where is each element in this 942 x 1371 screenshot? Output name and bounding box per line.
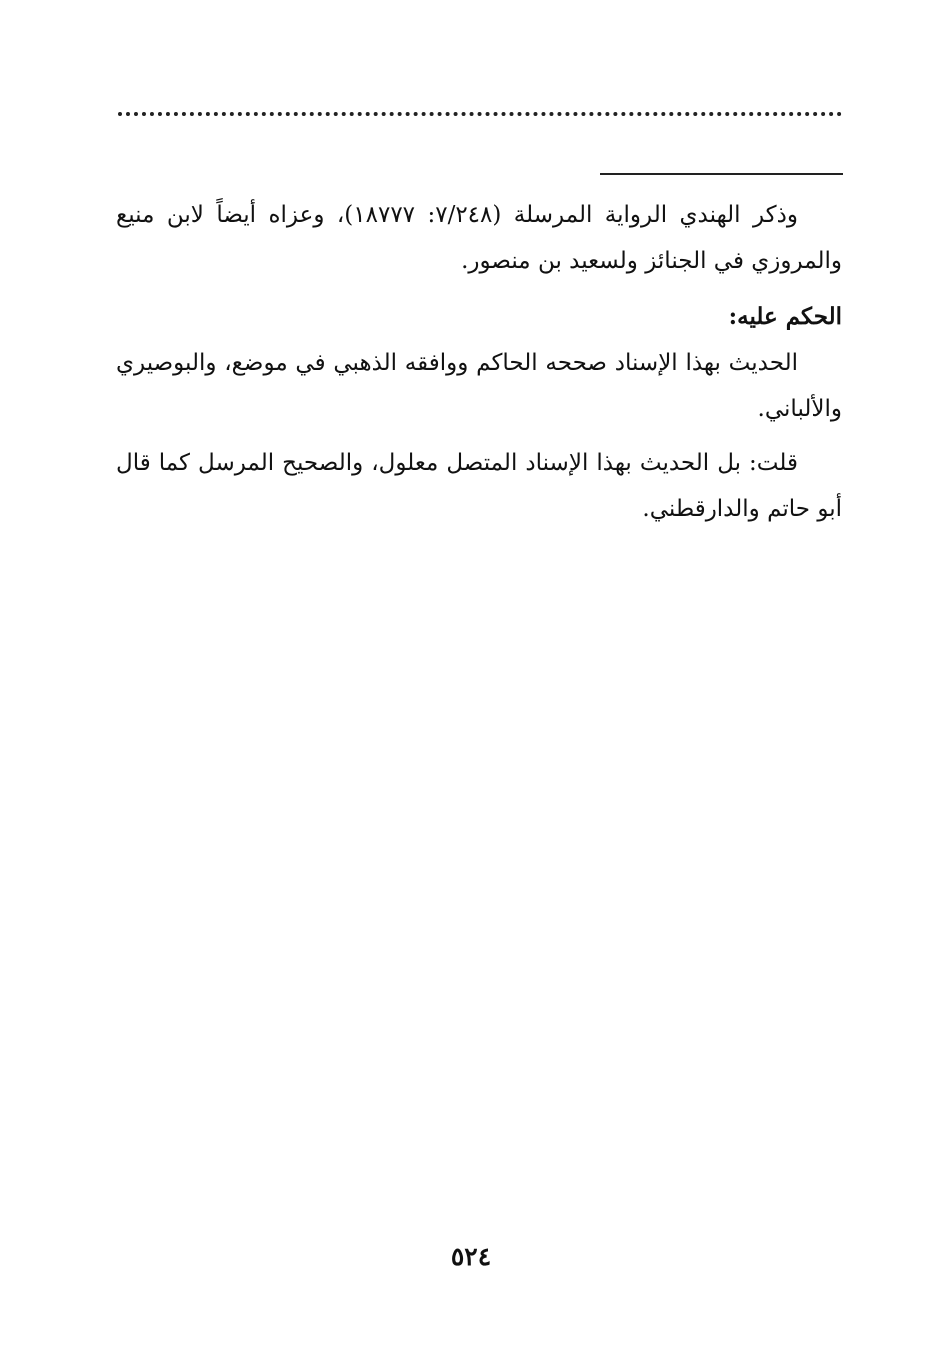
- page-body: [116, 192, 842, 532]
- qultu-paragraph: قلت: بل الحديث بهذا الإسناد المتصل معلول، والصحيح المرسل كما قال أبو حاتم والدارقطني.: [116, 450, 842, 522]
- ruling-heading: الحكم عليه:: [728, 303, 842, 330]
- footnote-rule: [600, 173, 843, 175]
- ruling-paragraph: الحديث بهذا الإسناد صححه الحاكم ووافقه الذهبي في موضع، والبوصيري والألباني.: [116, 350, 842, 422]
- dotted-separator: [118, 112, 842, 116]
- page-number: ٥٢٤: [450, 1242, 492, 1271]
- footnote-text: وذكر الهندي الرواية المرسلة (٧/٢٤٨: ١٨٧٧٧)، وعزاه أيضاً لابن منيع والمروزي في الجنائز ولسعيد بن منصور.: [116, 202, 842, 274]
